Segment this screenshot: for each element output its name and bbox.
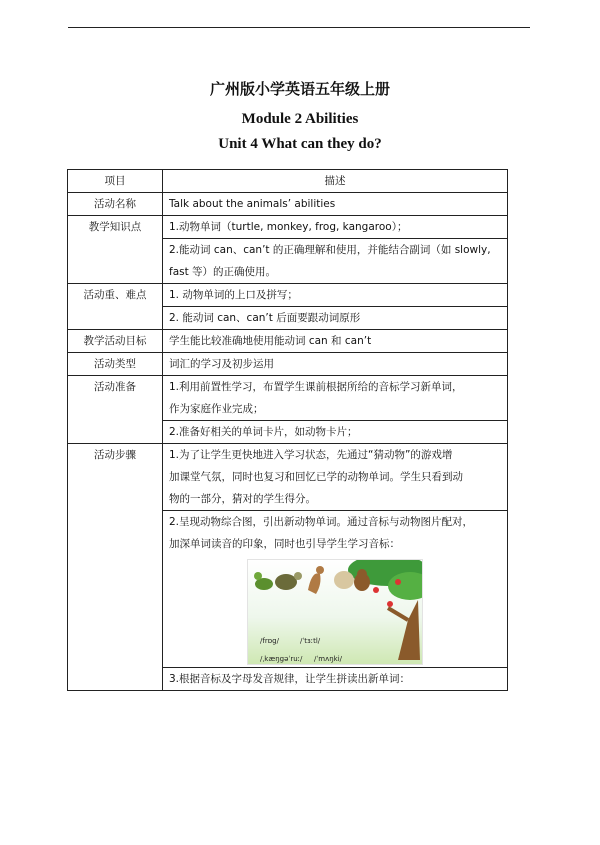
text-line: 2.准备好相关的单词卡片，如动物卡片； (169, 426, 358, 438)
text-line: 2.呈现动物综合图，引出新动物单词。通过音标与动物图片配对， (169, 516, 474, 528)
row-value (163, 216, 508, 284)
lesson-plan-table (67, 169, 508, 691)
row-label: 活动名称 (68, 193, 163, 216)
table-row (68, 444, 508, 691)
table-row (68, 376, 508, 444)
text-line: 1.为了让学生更快地进入学习状态，先通过“猜动物”的游戏增 (169, 449, 453, 461)
row-label: 活动步骤 (68, 444, 163, 691)
row-label: 活动重、难点 (68, 284, 163, 330)
text-line: 1.动物单词（turtle, monkey, frog, kangaroo）； (169, 221, 408, 233)
header-rule (68, 27, 530, 28)
table-row (68, 284, 508, 330)
unit-title: Unit 4 What can they do? (218, 136, 382, 152)
row-value (163, 330, 508, 353)
row-value (163, 376, 508, 444)
table-row (68, 216, 508, 284)
row-value (163, 353, 508, 376)
phonetic-frog: /frɒg/ (260, 637, 279, 645)
text-line: 物的一部分，猜对的学生得分。 (169, 493, 316, 505)
text-line: 2.能动词 can、can’t 的正确理解和使用，并能结合副词（如 slowly, (169, 244, 491, 256)
table-header-row (68, 170, 508, 193)
table-row (68, 193, 508, 216)
text-line: 作为家庭作业完成； (169, 403, 264, 415)
module-title: Module 2 Abilities (241, 111, 359, 127)
table-row (68, 330, 508, 353)
column-header-description: 描述 (163, 170, 508, 193)
row-label: 教学知识点 (68, 216, 163, 284)
phonetic-kangaroo: /ˌkæŋgəˈruː/ (260, 655, 303, 663)
row-label: 活动准备 (68, 376, 163, 444)
row-value (163, 284, 508, 330)
phonetic-monkey: /ˈmʌŋki/ (314, 655, 343, 663)
animal-phonetics-illustration (247, 559, 423, 665)
text-line: 学生能比较准确地使用能动词 can 和 can’t (169, 335, 372, 347)
document-title: 广州版小学英语五年级上册 (209, 80, 390, 98)
row-value (163, 444, 508, 691)
text-line: 1.利用前置性学习，布置学生课前根据所给的音标学习新单词， (169, 381, 463, 393)
text-line: 2. 能动词 can、can’t 后面要跟动词原形 (169, 312, 361, 324)
text-line: 加深单词读音的印象，同时也引导学生学习音标： (169, 538, 400, 550)
text-line: 3.根据音标及字母发音规律，让学生拼读出新单词： (169, 673, 411, 685)
column-header-item: 项目 (68, 170, 163, 193)
text-line: 词汇的学习及初步运用 (169, 358, 274, 370)
phonetic-turtle: /ˈtɜːtl/ (300, 637, 321, 645)
text-line: fast 等）的正确使用。 (169, 266, 277, 278)
table-row (68, 353, 508, 376)
text-line: 1. 动物单词的上口及拼写； (169, 289, 298, 301)
activity-name-text: Talk about the animals’ abilities (169, 198, 336, 210)
row-label: 教学活动目标 (68, 330, 163, 353)
text-line: 加课堂气氛，同时也复习和回忆已学的动物单词。学生只看到动 (169, 471, 463, 483)
row-value (163, 193, 508, 216)
row-label: 活动类型 (68, 353, 163, 376)
